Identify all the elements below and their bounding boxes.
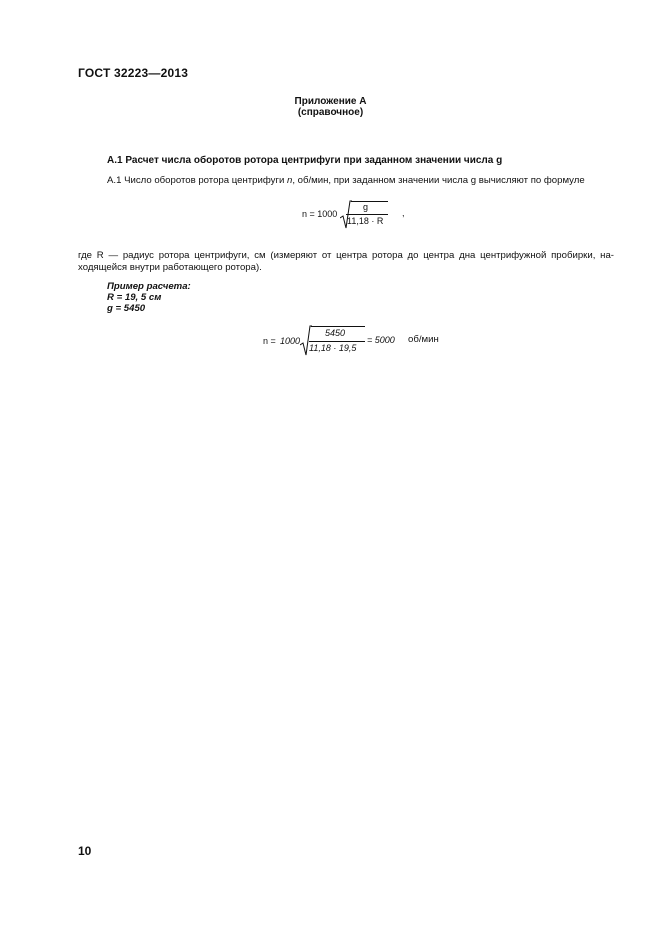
formula-lhs: n = 1000: [302, 209, 338, 219]
para-variable: n: [286, 175, 293, 186]
para-prefix: А.1 Число оборотов ротора центрифуги: [107, 175, 287, 186]
formula-general: [302, 200, 412, 232]
sqrt-overbar-2: [311, 326, 365, 327]
formula2-denominator: 11,18 · 19,5: [309, 343, 357, 353]
where-explanation: где R — радиус ротора центрифуги, см (измеряют от центра ротора до центра дна центрифужной пробирки, на-ходящейся внутри работающего ротора).: [78, 250, 614, 273]
fraction-bar-2: [309, 341, 365, 342]
formula-numerator: g: [363, 202, 369, 212]
example-title: Пример расчета:: [107, 281, 191, 292]
formula-example: [263, 325, 463, 357]
sqrt-overbar: [351, 201, 388, 202]
example-r-value: R = 19, 5 см: [107, 292, 162, 303]
formula-trailing-comma: ,: [402, 208, 405, 218]
section-paragraph: [107, 175, 585, 186]
formula-denominator: 11,18 · R: [347, 216, 384, 226]
example-g-value: g = 5450: [107, 303, 146, 314]
formula2-lhs-n: n =: [263, 336, 276, 346]
appendix-subtitle: (справочное): [297, 107, 364, 118]
section-heading: А.1 Расчет числа оборотов ротора центрифуги при заданном значении числа g: [107, 155, 503, 166]
formula2-unit: об/мин: [408, 334, 439, 345]
formula2-result: = 5000: [367, 335, 395, 345]
fraction-bar: [346, 214, 388, 215]
example-block: [107, 281, 191, 314]
appendix-title-block: [0, 96, 661, 118]
formula2-coefficient: 1000: [280, 336, 301, 346]
para-suffix: , об/мин, при заданном значении числа g вычисляют по формуле: [292, 175, 585, 186]
formula2-numerator: 5450: [325, 328, 346, 338]
appendix-title: Приложение А: [294, 96, 367, 107]
page-number: 10: [78, 844, 92, 858]
document-header: ГОСТ 32223—2013: [78, 66, 189, 80]
